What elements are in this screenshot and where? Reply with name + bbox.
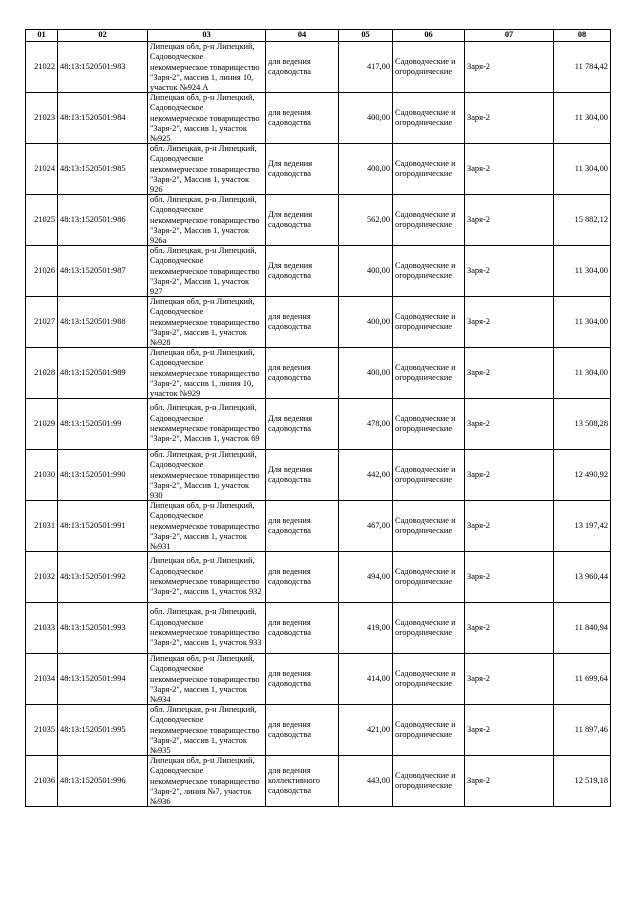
permitted-use-cell: для ведения садоводства xyxy=(266,705,339,756)
address-text: Липецкая обл, р-н Липецкий, Садоводческое некоммерческое товарищество "Заря-2", массив 1, участок №928 xyxy=(150,297,260,347)
permitted-use-cell: Для ведения садоводства xyxy=(266,144,339,195)
land-category-cell: Садоводческие и огороднические xyxy=(393,501,465,552)
land-category-cell: Садоводческие и огороднические xyxy=(393,348,465,399)
area-cell: 421,00 xyxy=(339,705,393,756)
land-category-cell: Садоводческие и огороднические xyxy=(393,552,465,603)
column-header: 06 xyxy=(393,30,465,42)
area-cell: 442,00 xyxy=(339,450,393,501)
address-cell xyxy=(148,450,266,501)
permitted-use-cell: для ведения садоводства xyxy=(266,93,339,144)
address-text: обл. Липецкая, р-н Липецкий, Садоводческое некоммерческое товарищество "Заря-2", Массив 1, участок 926а xyxy=(150,195,260,245)
cadastral-number-cell: 48:13:1520501:992 xyxy=(58,552,148,603)
cadastral-value-cell: 11 304,00 xyxy=(554,246,611,297)
table-row xyxy=(26,552,611,603)
permitted-use-cell: для ведения садоводства xyxy=(266,42,339,93)
partnership-name-cell: Заря-2 xyxy=(465,246,554,297)
address-text: обл. Липецкая, р-н Липецкий, Садоводческое некоммерческое товарищество "Заря-2", Массив 1, участок 930 xyxy=(150,450,260,500)
partnership-name-cell: Заря-2 xyxy=(465,399,554,450)
row-number-cell: 21027 xyxy=(26,297,58,348)
table-row xyxy=(26,144,611,195)
permitted-use-cell: для ведения садоводства xyxy=(266,348,339,399)
column-header: 07 xyxy=(465,30,554,42)
address-text: обл. Липецкая, р-н Липецкий, Садоводческое некоммерческое товарищество "Заря-2", Массив 1, участок 926 xyxy=(150,144,260,194)
address-cell xyxy=(148,297,266,348)
table-row xyxy=(26,42,611,93)
land-category-cell: Садоводческие и огороднические xyxy=(393,756,465,807)
cadastral-value-cell: 11 784,42 xyxy=(554,42,611,93)
permitted-use-cell: Для ведения садоводства xyxy=(266,399,339,450)
table-row xyxy=(26,654,611,705)
land-category-cell: Садоводческие и огороднические xyxy=(393,297,465,348)
table-header-row xyxy=(26,30,611,42)
row-number-cell: 21022 xyxy=(26,42,58,93)
partnership-name-cell: Заря-2 xyxy=(465,501,554,552)
permitted-use-cell: Для ведения садоводства xyxy=(266,195,339,246)
land-category-cell: Садоводческие и огороднические xyxy=(393,195,465,246)
address-cell xyxy=(148,144,266,195)
cadastral-number-cell: 48:13:1520501:994 xyxy=(58,654,148,705)
address-cell xyxy=(148,42,266,93)
area-cell: 562,00 xyxy=(339,195,393,246)
address-cell xyxy=(148,246,266,297)
address-cell xyxy=(148,399,266,450)
row-number-cell: 21031 xyxy=(26,501,58,552)
partnership-name-cell: Заря-2 xyxy=(465,552,554,603)
area-cell: 414,00 xyxy=(339,654,393,705)
partnership-name-cell: Заря-2 xyxy=(465,705,554,756)
area-cell: 478,00 xyxy=(339,399,393,450)
address-text: Липецкая обл, р-н Липецкий, Садоводческое некоммерческое товарищество "Заря-2", массив 1, участок №934 xyxy=(150,654,260,704)
column-header: 05 xyxy=(339,30,393,42)
table-row xyxy=(26,93,611,144)
column-header: 08 xyxy=(554,30,611,42)
row-number-cell: 21035 xyxy=(26,705,58,756)
address-text: обл. Липецкая, р-н Липецкий, Садоводческое некоммерческое товарищество "Заря-2", Массив 1, участок 927 xyxy=(150,246,260,296)
cadastral-number-cell: 48:13:1520501:985 xyxy=(58,144,148,195)
address-text: Липецкая обл, р-н Липецкий, Садоводческое некоммерческое товарищество "Заря-2", массив 1, линия 10, участок №924 А xyxy=(150,42,260,92)
land-category-cell: Садоводческие и огороднические xyxy=(393,654,465,705)
address-text: обл. Липецкая, р-н Липецкий, Садоводческое некоммерческое товарищество "Заря-2", массив 1, участок №935 xyxy=(150,705,260,755)
permitted-use-cell: для ведения садоводства xyxy=(266,654,339,705)
address-text: обл. Липецкая, р-н Липецкий, Садоводческое некоммерческое товарищество "Заря-2", Массив 1, участок 69 xyxy=(150,403,260,444)
cadastral-value-cell: 12 519,18 xyxy=(554,756,611,807)
area-cell: 400,00 xyxy=(339,246,393,297)
area-cell: 400,00 xyxy=(339,93,393,144)
cadastral-value-cell: 11 304,00 xyxy=(554,144,611,195)
table-row xyxy=(26,603,611,654)
land-category-cell: Садоводческие и огороднические xyxy=(393,399,465,450)
land-category-cell: Садоводческие и огороднические xyxy=(393,450,465,501)
permitted-use-cell: для ведения садоводства xyxy=(266,297,339,348)
row-number-cell: 21033 xyxy=(26,603,58,654)
table-row xyxy=(26,195,611,246)
table-row xyxy=(26,297,611,348)
address-cell xyxy=(148,654,266,705)
cadastral-number-cell: 48:13:1520501:996 xyxy=(58,756,148,807)
cadastral-number-cell: 48:13:1520501:993 xyxy=(58,603,148,654)
cadastral-value-cell: 13 960,44 xyxy=(554,552,611,603)
address-cell xyxy=(148,195,266,246)
cadastral-number-cell: 48:13:1520501:990 xyxy=(58,450,148,501)
cadastral-number-cell: 48:13:1520501:99 xyxy=(58,399,148,450)
address-cell xyxy=(148,756,266,807)
cadastral-value-cell: 15 882,12 xyxy=(554,195,611,246)
address-cell xyxy=(148,552,266,603)
address-text: Липецкая обл, р-н Липецкий, Садоводческое некоммерческое товарищество "Заря-2", массив 1, линия 10, участок №929 xyxy=(150,348,260,398)
table-row xyxy=(26,348,611,399)
cadastral-number-cell: 48:13:1520501:986 xyxy=(58,195,148,246)
cadastral-value-cell: 11 304,00 xyxy=(554,93,611,144)
row-number-cell: 21028 xyxy=(26,348,58,399)
cadastral-value-cell: 11 840,94 xyxy=(554,603,611,654)
address-text: Липецкая обл, р-н Липецкий, Садоводческое некоммерческое товарищество "Заря-2", массив 1, участок 932 xyxy=(150,556,262,597)
area-cell: 494,00 xyxy=(339,552,393,603)
area-cell: 400,00 xyxy=(339,144,393,195)
land-category-cell: Садоводческие и огороднические xyxy=(393,246,465,297)
cadastral-number-cell: 48:13:1520501:988 xyxy=(58,297,148,348)
address-cell xyxy=(148,93,266,144)
permitted-use-cell: для ведения садоводства xyxy=(266,552,339,603)
land-category-cell: Садоводческие и огороднические xyxy=(393,603,465,654)
cadastral-value-cell: 11 699,64 xyxy=(554,654,611,705)
area-cell: 417,00 xyxy=(339,42,393,93)
row-number-cell: 21030 xyxy=(26,450,58,501)
land-plots-table xyxy=(25,29,611,807)
land-category-cell: Садоводческие и огороднические xyxy=(393,93,465,144)
address-cell xyxy=(148,348,266,399)
permitted-use-cell: для ведения садоводства xyxy=(266,603,339,654)
table-row xyxy=(26,399,611,450)
row-number-cell: 21023 xyxy=(26,93,58,144)
address-cell xyxy=(148,705,266,756)
row-number-cell: 21024 xyxy=(26,144,58,195)
address-text: обл. Липецкая, р-н Липецкий, Садоводческое некоммерческое товарищество "Заря-2", массив 1, участок 933 xyxy=(150,607,262,648)
column-header: 04 xyxy=(266,30,339,42)
partnership-name-cell: Заря-2 xyxy=(465,42,554,93)
cadastral-value-cell: 11 897,46 xyxy=(554,705,611,756)
row-number-cell: 21032 xyxy=(26,552,58,603)
area-cell: 419,00 xyxy=(339,603,393,654)
row-number-cell: 21034 xyxy=(26,654,58,705)
cadastral-number-cell: 48:13:1520501:991 xyxy=(58,501,148,552)
column-header: 03 xyxy=(148,30,266,42)
address-text: Липецкая обл, р-н Липецкий, Садоводческое некоммерческое товарищество "Заря-2", линия №7, участок №936 xyxy=(150,756,260,806)
address-cell xyxy=(148,501,266,552)
partnership-name-cell: Заря-2 xyxy=(465,297,554,348)
area-cell: 443,00 xyxy=(339,756,393,807)
row-number-cell: 21025 xyxy=(26,195,58,246)
partnership-name-cell: Заря-2 xyxy=(465,603,554,654)
table-row xyxy=(26,501,611,552)
cadastral-number-cell: 48:13:1520501:984 xyxy=(58,93,148,144)
land-category-cell: Садоводческие и огороднические xyxy=(393,144,465,195)
cadastral-value-cell: 12 490,92 xyxy=(554,450,611,501)
partnership-name-cell: Заря-2 xyxy=(465,144,554,195)
row-number-cell: 21029 xyxy=(26,399,58,450)
partnership-name-cell: Заря-2 xyxy=(465,654,554,705)
address-cell xyxy=(148,603,266,654)
area-cell: 400,00 xyxy=(339,297,393,348)
table-row xyxy=(26,450,611,501)
row-number-cell: 21026 xyxy=(26,246,58,297)
address-text: Липецкая обл, р-н Липецкий, Садоводческое некоммерческое товарищество "Заря-2", массив 1, участок №925 xyxy=(150,93,260,143)
partnership-name-cell: Заря-2 xyxy=(465,450,554,501)
cadastral-number-cell: 48:13:1520501:989 xyxy=(58,348,148,399)
partnership-name-cell: Заря-2 xyxy=(465,756,554,807)
table-row xyxy=(26,246,611,297)
permitted-use-cell: Для ведения садоводства xyxy=(266,450,339,501)
cadastral-value-cell: 13 508,28 xyxy=(554,399,611,450)
permitted-use-cell: для ведения садоводства xyxy=(266,501,339,552)
column-header: 02 xyxy=(58,30,148,42)
cadastral-value-cell: 13 197,42 xyxy=(554,501,611,552)
address-text: Липецкая обл, р-н Липецкий, Садоводческое некоммерческое товарищество "Заря-2", массив 1, участок №931 xyxy=(150,501,260,551)
area-cell: 467,00 xyxy=(339,501,393,552)
land-category-cell: Садоводческие и огороднические xyxy=(393,42,465,93)
area-cell: 400,00 xyxy=(339,348,393,399)
partnership-name-cell: Заря-2 xyxy=(465,195,554,246)
land-category-cell: Садоводческие и огороднические xyxy=(393,705,465,756)
table-row xyxy=(26,756,611,807)
partnership-name-cell: Заря-2 xyxy=(465,93,554,144)
cadastral-value-cell: 11 304,00 xyxy=(554,297,611,348)
cadastral-number-cell: 48:13:1520501:983 xyxy=(58,42,148,93)
cadastral-value-cell: 11 304,00 xyxy=(554,348,611,399)
row-number-cell: 21036 xyxy=(26,756,58,807)
table-row xyxy=(26,705,611,756)
partnership-name-cell: Заря-2 xyxy=(465,348,554,399)
cadastral-number-cell: 48:13:1520501:995 xyxy=(58,705,148,756)
permitted-use-cell: Для ведения садоводства xyxy=(266,246,339,297)
cadastral-number-cell: 48:13:1520501:987 xyxy=(58,246,148,297)
permitted-use-cell: для ведения коллективного садоводства xyxy=(266,756,339,807)
column-header: 01 xyxy=(26,30,58,42)
